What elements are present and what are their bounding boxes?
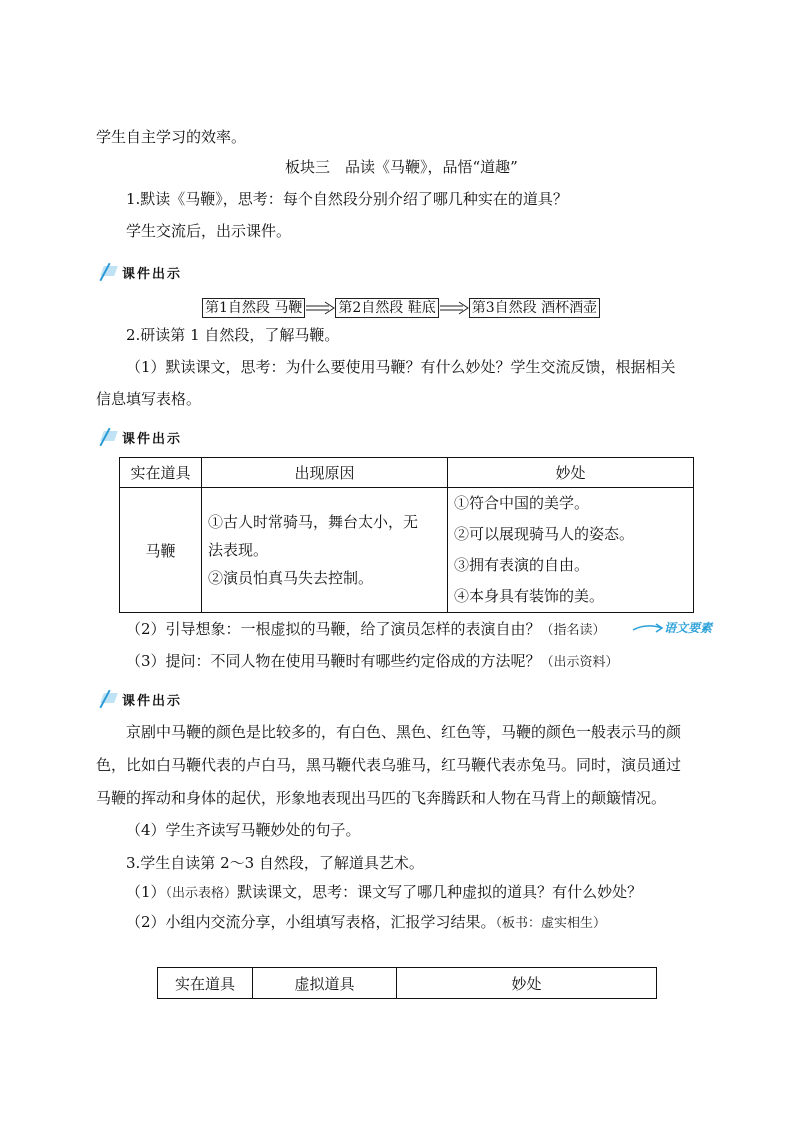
paragraph-4-line-1: （1）默读课文，思考：为什么要使用马鞭？有什么妙处？学生交流反馈，根据相关: [126, 358, 676, 376]
table-header-row: [120, 458, 694, 488]
paragraph-10-prefix: （1）: [126, 883, 166, 901]
courseware-tag: [96, 689, 182, 709]
paragraph-4-line-2: 信息填写表格。: [96, 390, 202, 408]
courseware-label: 课件出示: [122, 693, 183, 709]
paragraph-flow: [202, 298, 600, 318]
paragraph-2: 学生交流后，出示课件。: [126, 222, 292, 240]
prop-cell: 马鞭: [120, 488, 202, 613]
paragraph-6-note: （出示资料）: [540, 655, 619, 670]
table-header-cell: 实在道具: [120, 458, 202, 488]
reason-cell: [202, 488, 448, 613]
paragraph-1: 1.默读《马鞭》，思考：每个自然段分别介绍了哪几种实在的道具？: [126, 190, 568, 208]
courseware-label: 课件出示: [122, 431, 183, 447]
table-row: [120, 488, 694, 613]
language-element-annotation: [632, 619, 712, 636]
courseware-tag: [96, 427, 182, 447]
paragraph-5: [126, 619, 606, 641]
section-title: 板块三 品读《马鞭》，品悟“道趣”: [285, 158, 518, 176]
courseware-marker-icon: [96, 262, 122, 282]
virtual-props-table: [157, 967, 657, 999]
flow-step-2: 第2自然段 鞋底: [335, 298, 438, 318]
material-line-3: 马鞭的挥动和身体的起伏，形象地表现出马匹的飞奔腾跃和人物在马背上的颠簸情况。: [96, 789, 667, 807]
reason-line: 法表现。: [208, 541, 269, 559]
reason-line: ①古人时常骑马，舞台太小，无: [208, 513, 419, 531]
paragraph-6: [126, 651, 619, 673]
material-line-1: 京剧中马鞭的颜色是比较多的，有白色、黑色、红色等，马鞭的颜色一般表示马的颜: [126, 723, 682, 741]
reason-line: ②演员怕真马失去控制。: [208, 569, 374, 587]
benefit-line: ④本身具有装饰的美。: [454, 587, 605, 605]
paragraph-10: [126, 882, 642, 904]
table-header-cell: 出现原因: [202, 458, 448, 488]
courseware-tag: [96, 262, 182, 282]
paragraph-5-note: （指名读）: [540, 623, 606, 638]
props-table: [119, 457, 694, 613]
paragraph-11-note: （板书：虚实相生）: [495, 916, 607, 931]
paragraph-8: （4）学生齐读写马鞭妙处的句子。: [126, 821, 361, 839]
table-header-cell: 妙处: [397, 968, 657, 999]
benefit-cell: [448, 488, 694, 613]
courseware-marker-icon: [96, 427, 122, 447]
benefit-line: ①符合中国的美学。: [454, 494, 590, 512]
paragraph-11-text: （2）小组内交流分享，小组填写表格，汇报学习结果。: [126, 913, 496, 931]
paragraph-10-text: 默读课文，思考：课文写了哪几种虚拟的道具？有什么妙处？: [237, 883, 643, 901]
table-header-cell: 妙处: [448, 458, 694, 488]
benefit-line: ②可以展现骑马人的姿态。: [454, 525, 635, 543]
benefit-line: ③拥有表演的自由。: [454, 556, 590, 574]
arrow-connector-icon: [632, 621, 664, 635]
paragraph-6-text: （3）提问：不同人物在使用马鞭时有哪些约定俗成的方法呢？: [126, 652, 541, 670]
paragraph-9: 3.学生自读第 2～3 自然段，了解道具艺术。: [126, 854, 424, 872]
double-arrow-icon: [439, 299, 469, 317]
paragraph-3: 2.研读第 1 自然段，了解马鞭。: [126, 326, 340, 344]
courseware-label: 课件出示: [122, 266, 183, 282]
flow-step-1: 第1自然段 马鞭: [202, 298, 305, 318]
paragraph-11: [126, 912, 606, 934]
table-header-cell: 虚拟道具: [253, 968, 397, 999]
paragraph-5-text: （2）引导想象：一根虚拟的马鞭，给了演员怎样的表演自由？: [126, 620, 541, 638]
language-element-label: 语文要素: [664, 621, 713, 635]
paragraph-continuation: 学生自主学习的效率。: [96, 128, 247, 146]
double-arrow-icon: [305, 299, 335, 317]
material-line-2: 色，比如白马鞭代表的卢白马，黑马鞭代表乌骓马，红马鞭代表赤兔马。同时，演员通过: [96, 756, 682, 774]
table-header-row: [158, 968, 657, 999]
paragraph-10-note: （出示表格）: [165, 886, 238, 901]
flow-step-3: 第3自然段 酒杯酒壶: [469, 298, 600, 318]
table-header-cell: 实在道具: [158, 968, 253, 999]
courseware-marker-icon: [96, 689, 122, 709]
